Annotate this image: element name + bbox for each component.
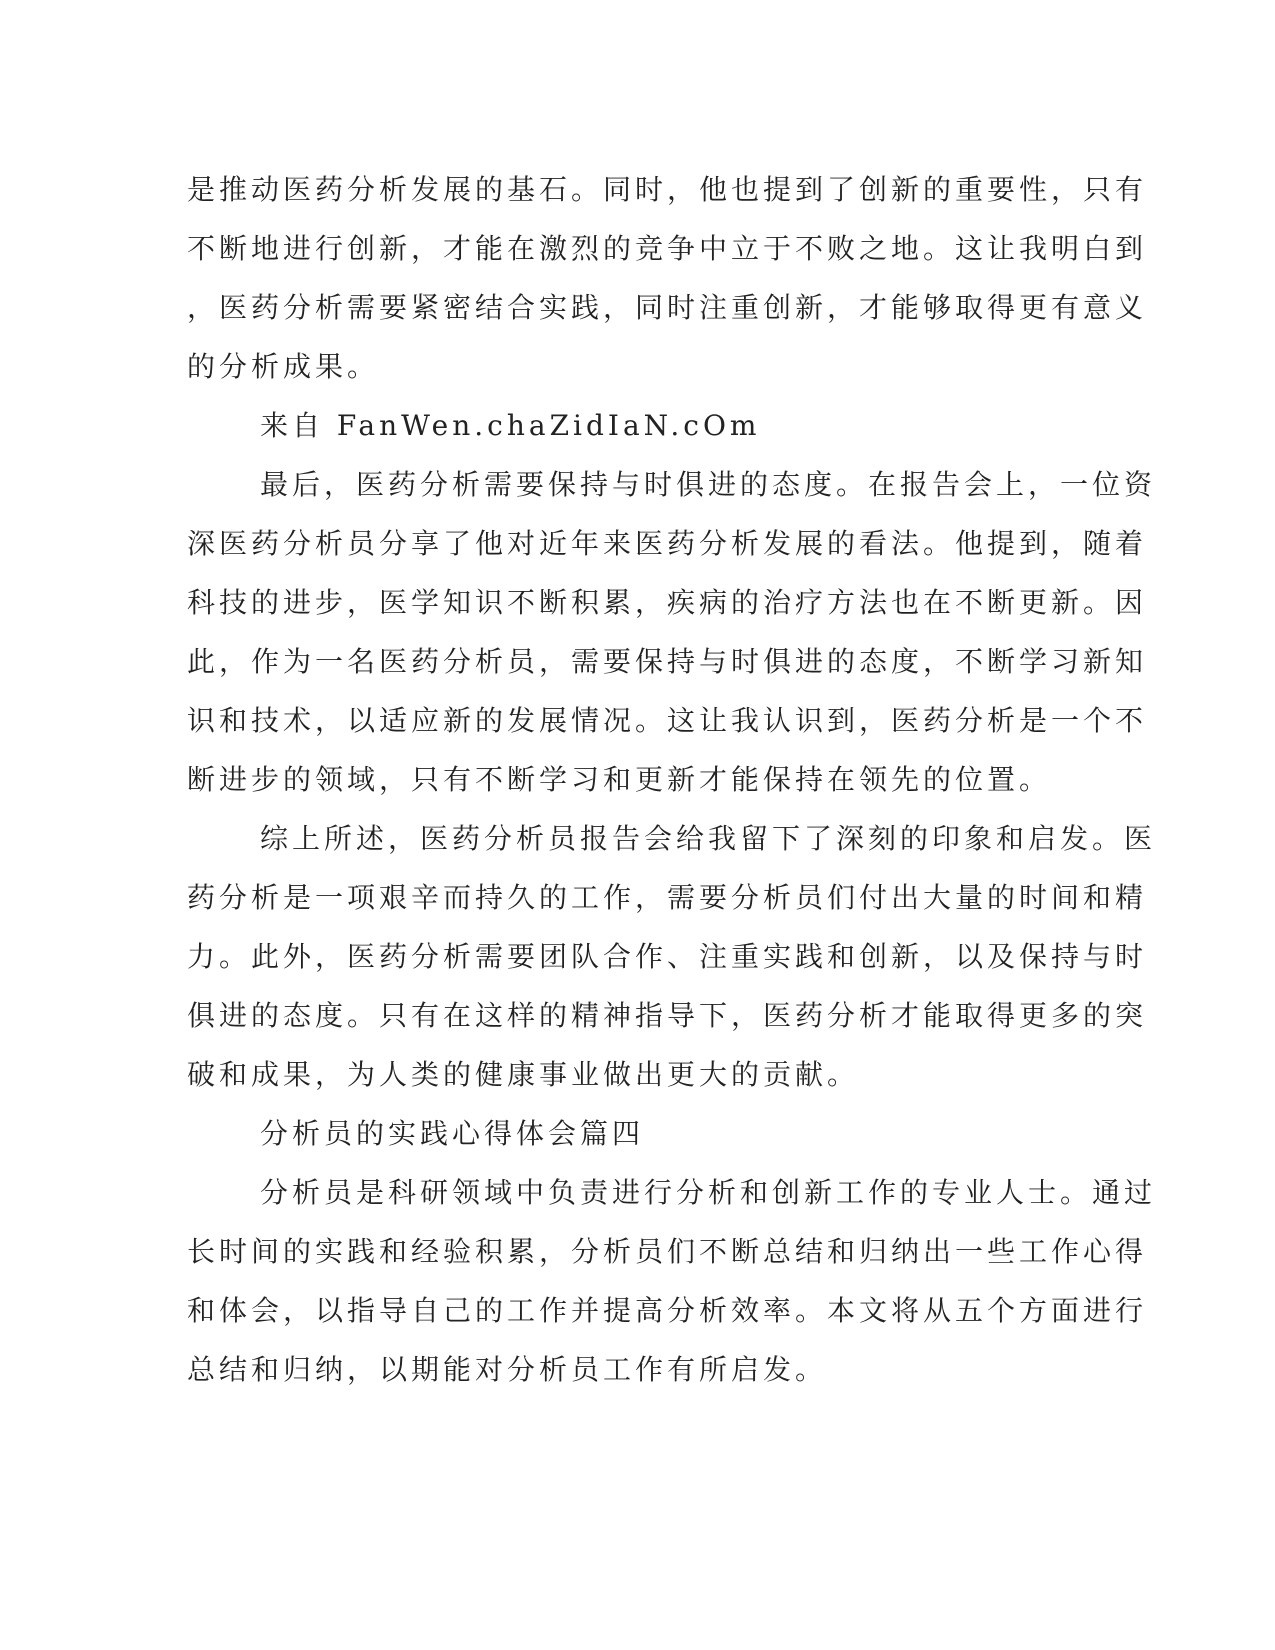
text-line: 断进步的领域，只有不断学习和更新才能保持在领先的位置。 <box>187 763 1052 796</box>
text-line: 不断地进行创新，才能在激烈的竞争中立于不败之地。这让我明白到 <box>187 232 1148 265</box>
text-line: 此，作为一名医药分析员，需要保持与时俱进的态度，不断学习新知 <box>187 645 1148 678</box>
text-line: 和体会，以指导自己的工作并提高分析效率。本文将从五个方面进行 <box>187 1294 1148 1327</box>
paragraph <box>187 809 1157 1104</box>
text-line: 力。此外，医药分析需要团队合作、注重实践和创新，以及保持与时 <box>187 940 1148 973</box>
heading-line: 分析员的实践心得体会篇四 <box>260 1117 645 1150</box>
text-line: 深医药分析员分享了他对近年来医药分析发展的看法。他提到，随着 <box>187 527 1148 560</box>
paragraph <box>187 1163 1157 1399</box>
text-line: 综上所述，医药分析员报告会给我留下了深刻的印象和启发。医 <box>260 822 1157 855</box>
source-note <box>187 396 1067 455</box>
text-line: 分析员是科研领域中负责进行分析和创新工作的专业人士。通过 <box>260 1176 1157 1209</box>
document-body <box>187 160 1157 1399</box>
text-line: 俱进的态度。只有在这样的精神指导下，医药分析才能取得更多的突 <box>187 999 1148 1032</box>
text-line: 总结和归纳，以期能对分析员工作有所启发。 <box>187 1353 828 1386</box>
text-line: 是推动医药分析发展的基石。同时，他也提到了创新的重要性，只有 <box>187 173 1148 206</box>
text-line: 科技的进步，医学知识不断积累，疾病的治疗方法也在不断更新。因 <box>187 586 1148 619</box>
text-line: 长时间的实践和经验积累，分析员们不断总结和归纳出一些工作心得 <box>187 1235 1148 1268</box>
text-line: 识和技术，以适应新的发展情况。这让我认识到，医药分析是一个不 <box>187 704 1148 737</box>
source-line: 来自 FanWen.chaZidIaN.cOm <box>260 409 761 442</box>
text-line: ，医药分析需要紧密结合实践，同时注重创新，才能够取得更有意义 <box>187 291 1148 324</box>
text-line: 的分析成果。 <box>187 350 380 383</box>
text-line: 最后，医药分析需要保持与时俱进的态度。在报告会上，一位资 <box>260 468 1157 501</box>
section-heading <box>187 1104 1067 1163</box>
text-line: 药分析是一项艰辛而持久的工作，需要分析员们付出大量的时间和精 <box>187 881 1148 914</box>
text-line: 破和成果，为人类的健康事业做出更大的贡献。 <box>187 1058 860 1091</box>
paragraph <box>187 160 1148 396</box>
paragraph <box>187 455 1157 809</box>
